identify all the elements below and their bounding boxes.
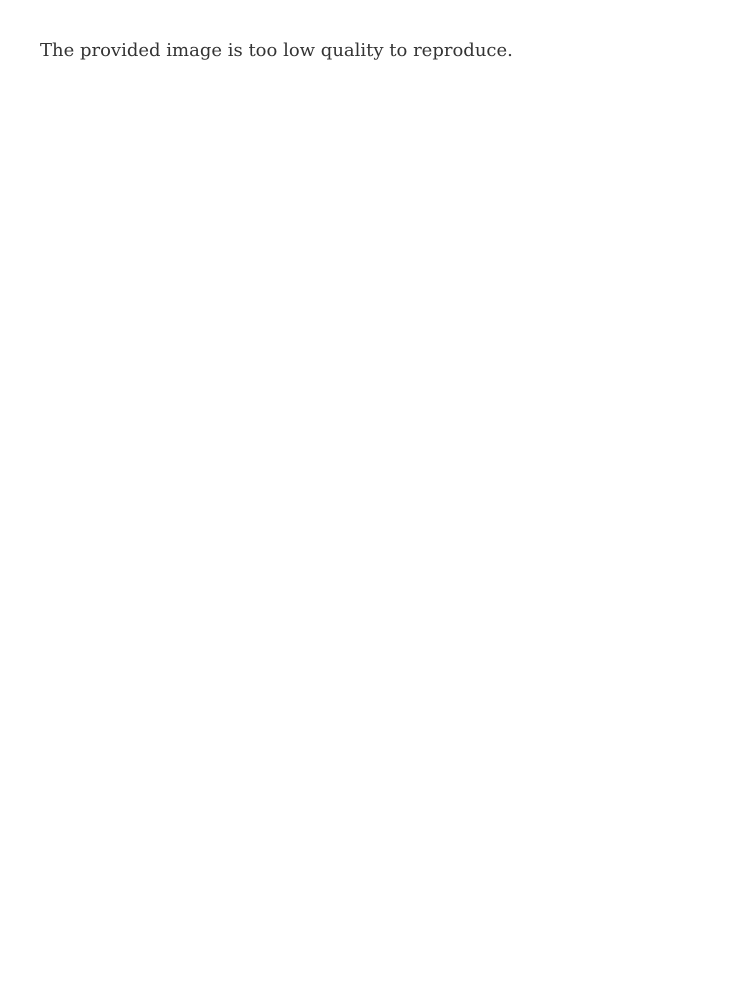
notice-message: The provided image is too low quality to reproduce. <box>40 40 513 61</box>
